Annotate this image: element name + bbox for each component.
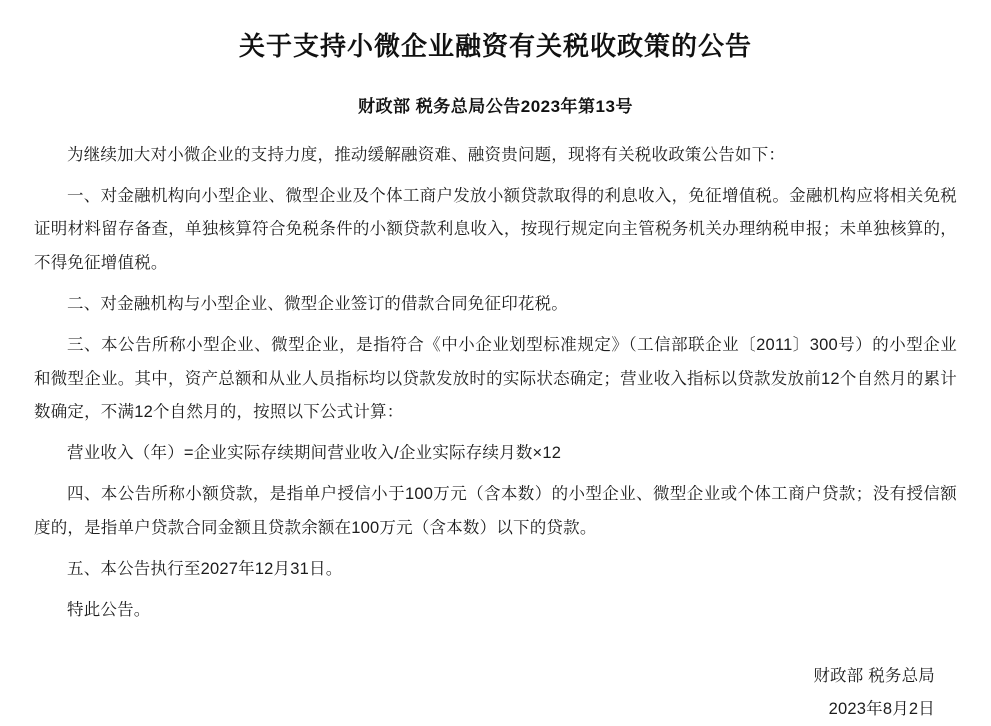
signature-date: 2023年8月2日 <box>828 700 935 719</box>
signature-issuer: 财政部 税务总局 <box>813 667 935 686</box>
paragraph-formula: 营业收入（年）=企业实际存续期间营业收入/企业实际存续月数×12 <box>67 444 562 463</box>
paragraph-article-2: 二、对金融机构与小型企业、微型企业签订的借款合同免征印花税。 <box>67 295 568 314</box>
page-title: 关于支持小微企业融资有关税收政策的公告 <box>238 31 752 61</box>
document-body <box>34 139 957 635</box>
paragraph-closing: 特此公告。 <box>67 600 151 619</box>
document-number: 财政部 税务总局公告2023年第13号 <box>358 96 633 116</box>
paragraph-article-1: 一、对金融机构向小型企业、微型企业及个体工商户发放小额贷款取得的利息收入，免征增值税。金融机构应将相关免税证明材料留存备查，单独核算符合免税条件的小额贷款利息收入，按现行规定向主管税务机关办理纳税申报；未单独核算的，不得免征增值税。 <box>34 186 957 273</box>
paragraph-article-4: 四、本公告所称小额贷款，是指单户授信小于100万元（含本数）的小型企业、微型企业或个体工商户贷款；没有授信额度的，是指单户贷款合同金额且贷款余额在100万元（含本数）以下的贷款。 <box>34 485 957 537</box>
signature-block <box>34 660 957 726</box>
paragraph-intro: 为继续加大对小微企业的支持力度，推动缓解融资难、融资贵问题，现将有关税收政策公告如下： <box>67 145 786 164</box>
paragraph-article-5: 五、本公告执行至2027年12月31日。 <box>67 559 343 578</box>
paragraph-article-3: 三、本公告所称小型企业、微型企业，是指符合《中小企业划型标准规定》（工信部联企业〔2011〕300号）的小型企业和微型企业。其中，资产总额和从业人员指标均以贷款发放时的实际状态确定；营业收入指标以贷款发放前12个自然月的累计数确定，不满12个自然月的，按照以下公式计算： <box>34 335 957 422</box>
